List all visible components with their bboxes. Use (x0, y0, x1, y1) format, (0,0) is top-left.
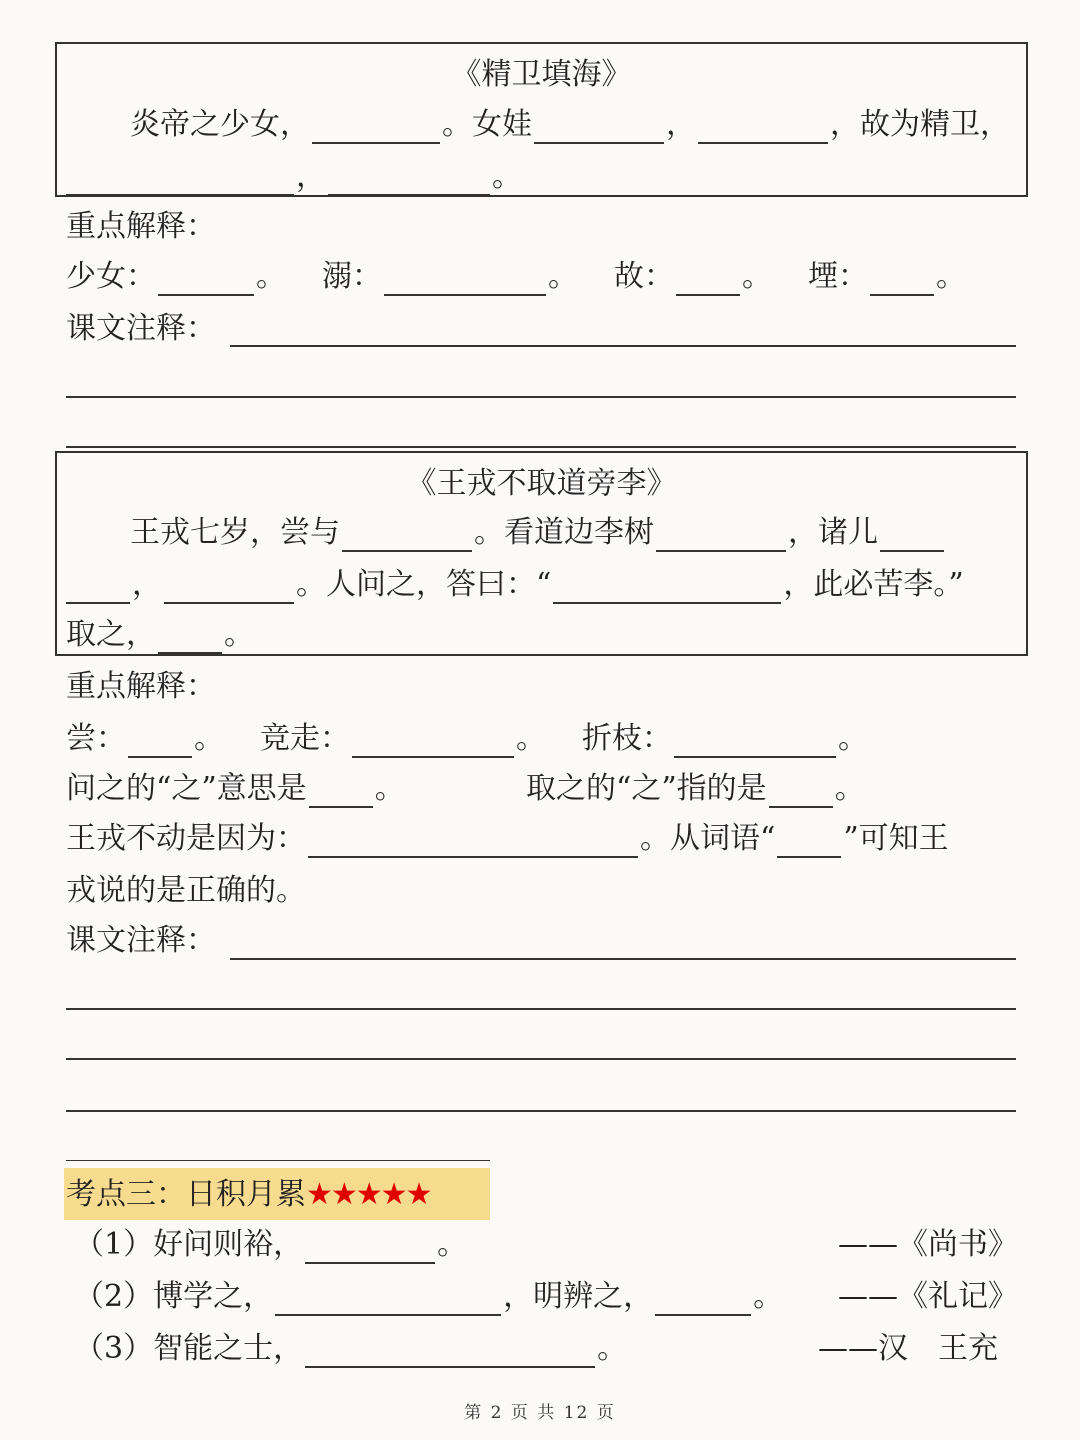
section2-key-label: 重点解释： (66, 669, 216, 704)
fill-blank[interactable] (158, 264, 254, 296)
section2-q3: 王戎不动是因为： 。从词语“ ”可知王 (66, 821, 949, 856)
fill-blank[interactable] (656, 520, 786, 552)
section3-source-3: ——汉 王充 (818, 1331, 998, 1366)
fill-blank[interactable] (655, 1284, 751, 1316)
section3-heading: 考点三：日积月累★★★★★ (66, 1177, 431, 1212)
notes-line[interactable] (66, 446, 1016, 448)
notes-line[interactable] (66, 1110, 1016, 1112)
section2-q2: 取之的“之”指的是 。 (526, 771, 865, 806)
section1-line2: ， 。 (64, 158, 522, 196)
fill-blank[interactable] (66, 164, 294, 196)
section3-item-2: （2）博学之， ，明辨之， 。 (74, 1279, 784, 1314)
section3-source-2: ——《礼记》 (838, 1279, 1018, 1314)
section2-notes-label: 课文注释： (66, 923, 216, 958)
section1-title: 《精卫填海》 (451, 57, 632, 92)
section1-line1: 炎帝之少女， 。女娃 ， ，故为精卫， (130, 107, 1010, 142)
fill-blank[interactable] (674, 726, 836, 758)
section3-source-1: ——《尚书》 (838, 1227, 1018, 1262)
section1-notes-label: 课文注释： (66, 311, 216, 346)
section2-line3: 取之， 。 (66, 617, 254, 652)
notes-line[interactable] (66, 1058, 1016, 1060)
fill-blank[interactable] (158, 622, 222, 654)
fill-blank[interactable] (342, 520, 472, 552)
fill-blank[interactable] (553, 572, 781, 604)
fill-blank[interactable] (880, 520, 944, 552)
fill-blank[interactable] (312, 112, 440, 144)
fill-blank[interactable] (352, 726, 514, 758)
fill-blank[interactable] (698, 112, 828, 144)
notes-line[interactable] (66, 1008, 1016, 1010)
section2-title: 《王戎不取道旁李》 (406, 466, 677, 501)
heading-rule (66, 1160, 490, 1161)
fill-blank[interactable] (769, 776, 833, 808)
fill-blank[interactable] (275, 1284, 501, 1316)
fill-blank[interactable] (309, 776, 373, 808)
fill-blank[interactable] (128, 726, 192, 758)
fill-blank[interactable] (308, 826, 638, 858)
notes-line[interactable] (66, 396, 1016, 398)
fill-blank[interactable] (305, 1232, 435, 1264)
page-number: 第 2 页 共 12 页 (464, 1403, 616, 1423)
fill-blank[interactable] (534, 112, 664, 144)
fill-blank[interactable] (66, 572, 130, 604)
fill-blank[interactable] (164, 572, 294, 604)
notes-line[interactable] (230, 345, 1016, 347)
section1-key-label: 重点解释： (66, 209, 216, 244)
section2-q3b: 戎说的是正确的。 (66, 873, 306, 908)
section2-line2: ， 。人问之，答曰：“ ，此必苦李。” (64, 566, 964, 604)
fill-blank[interactable] (305, 1336, 595, 1368)
section2-line1: 王戎七岁，尝与 。看道边李树 ，诸儿 (130, 514, 946, 552)
section3-item-1: （1）好问则裕， 。 (74, 1227, 468, 1262)
star-rating-icon: ★★★★★ (306, 1177, 431, 1212)
section2-q1: 问之的“之”意思是 。 (66, 771, 405, 806)
section3-item-3: （3）智能之士， 。 (74, 1331, 628, 1366)
section2-terms: 尝： 。 竞走： 。 折枝： 。 (66, 721, 868, 756)
notes-line[interactable] (230, 958, 1016, 960)
fill-blank[interactable] (328, 164, 490, 196)
section1-terms: 少女： 。 溺： 。 故： 。 堙： 。 (66, 259, 966, 294)
fill-blank[interactable] (384, 264, 546, 296)
fill-blank[interactable] (870, 264, 934, 296)
fill-blank[interactable] (676, 264, 740, 296)
fill-blank[interactable] (777, 826, 841, 858)
